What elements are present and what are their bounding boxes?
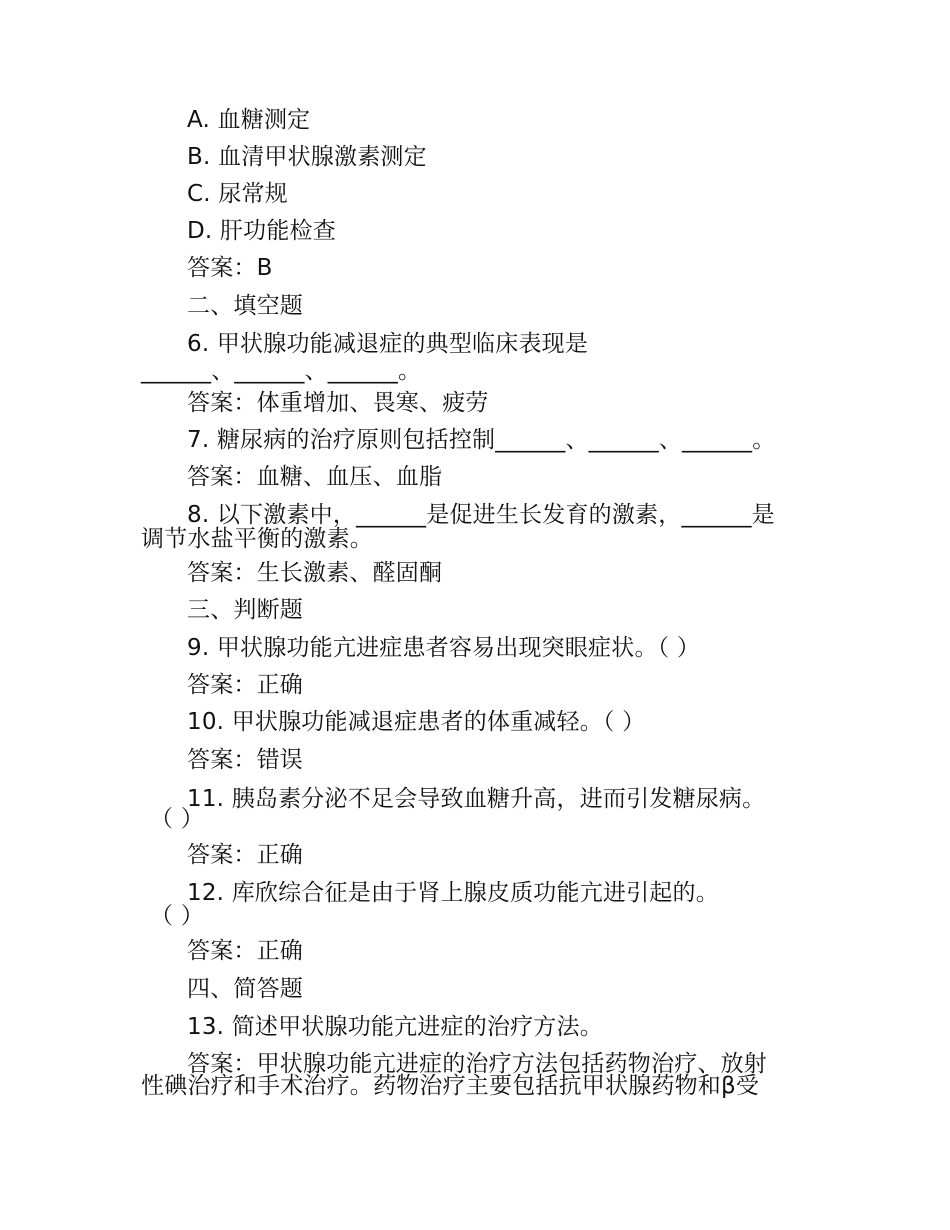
answer-q13-line1: 答案：甲状腺功能亢进症的治疗方法包括药物治疗、放射	[187, 1051, 767, 1077]
question-10: 10. 甲状腺功能减退症患者的体重减轻。（ ）	[187, 709, 646, 735]
question-12-bracket: （ ）	[150, 903, 204, 929]
question-8-continued: 调节水盐平衡的激素。	[141, 526, 373, 552]
question-12: 12. 库欣综合征是由于肾上腺皮质功能亢进引起的。	[187, 880, 719, 906]
question-6-blanks: ______、______、______。	[141, 358, 422, 384]
answer-q6: 答案：体重增加、畏寒、疲劳	[187, 390, 489, 416]
option-b: B. 血清甲状腺激素测定	[187, 144, 427, 170]
question-11: 11. 胰岛素分泌不足会导致血糖升高，进而引发糖尿病。	[187, 786, 766, 812]
question-8: 8. 以下激素中，______是促进生长发育的激素，______是	[187, 502, 775, 528]
option-a: A. 血糖测定	[187, 107, 311, 133]
question-7: 7. 糖尿病的治疗原则包括控制______、______、______。	[187, 427, 776, 453]
answer-q8: 答案：生长激素、醛固酮	[187, 560, 443, 586]
answer-q10: 答案：错误	[187, 747, 303, 773]
option-c: C. 尿常规	[187, 181, 288, 207]
answer-q9: 答案：正确	[187, 672, 303, 698]
section-title-true-false: 三、判断题	[187, 597, 303, 623]
question-11-bracket: （ ）	[150, 806, 204, 832]
question-13: 13. 简述甲状腺功能亢进症的治疗方法。	[187, 1014, 603, 1040]
option-d: D. 肝功能检查	[187, 218, 336, 244]
answer-q13-line2: 性碘治疗和手术治疗。药物治疗主要包括抗甲状腺药物和β受	[141, 1073, 760, 1099]
section-title-fill-blank: 二、填空题	[187, 293, 303, 319]
answer-q7: 答案：血糖、血压、血脂	[187, 464, 443, 490]
question-6: 6. 甲状腺功能减退症的典型临床表现是	[187, 331, 589, 357]
answer-q5: 答案：B	[187, 255, 273, 281]
section-title-short-answer: 四、简答题	[187, 976, 303, 1002]
answer-q11: 答案：正确	[187, 842, 303, 868]
question-9: 9. 甲状腺功能亢进症患者容易出现突眼症状。（ ）	[187, 635, 701, 661]
answer-q12: 答案：正确	[187, 938, 303, 964]
